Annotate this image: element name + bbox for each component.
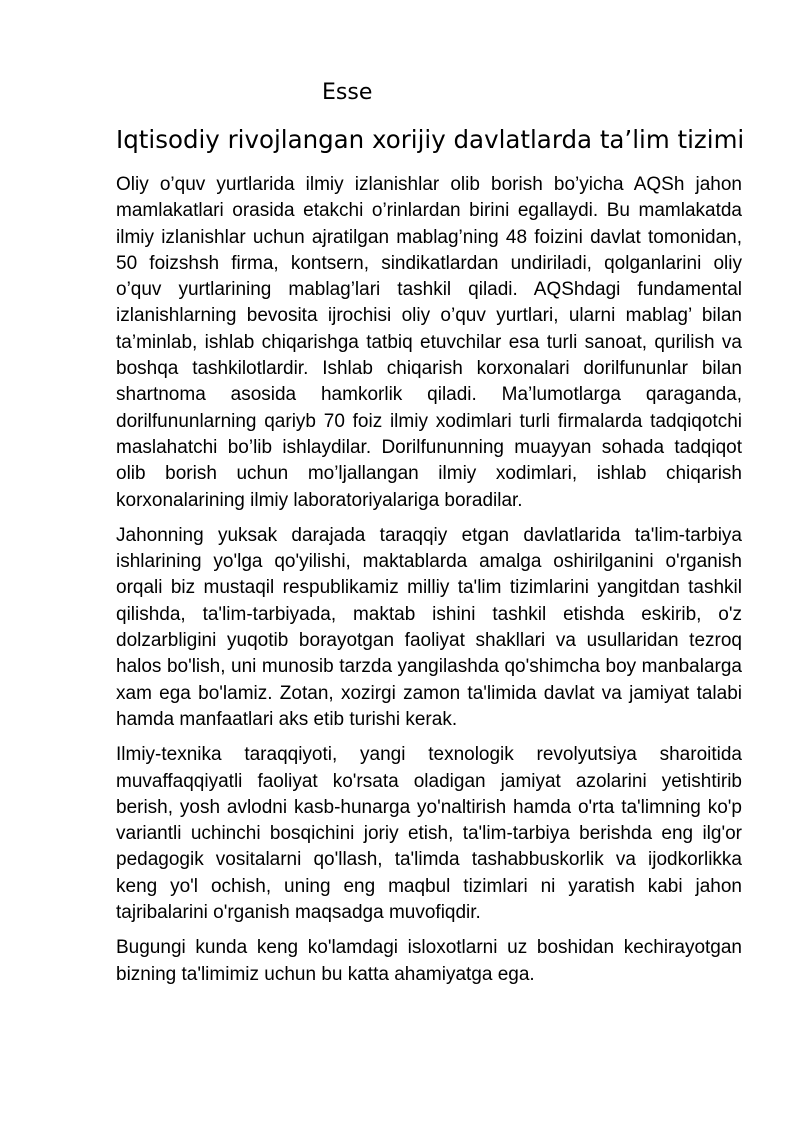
document-label: Esse	[322, 80, 373, 105]
document-body	[116, 172, 742, 997]
paragraph: Ilmiy-texnika taraqqiyoti, yangi texnologik revolyutsiya sharoitida muvaffaqqiyatli faoliyat ko'rsata oladigan jamiyat azolarini yetishtirib berish, yosh avlodni kasb-hunarga yo'naltirish hamda o'rta ta'limning ko'p variantli uchinchi bosqichini joriy etish, ta'lim-tarbiya berishda eng ilg'or pedagogik vositalarni qo'llash, ta'limda tashabbuskorlik va ijodkorlikka keng yo'l ochish, uning eng maqbul tizimlari ni yaratish kabi jahon tajribalarini o'rganish maqsadga muvofiqdir.	[116, 744, 742, 924]
paragraph: Bugungi kunda keng ko'lamdagi isloxotlarni uz boshidan kechirayotgan bizning ta'limimiz uchun bu katta ahamiyatga ega.	[116, 937, 742, 985]
document-title: Iqtisodiy rivojlangan xorijiy davlatlarda ta’lim tizimi	[116, 125, 745, 154]
paragraph: Jahonning yuksak darajada taraqqiy etgan davlatlarida ta'lim-tarbiya ishlarining yo'lga qo'yilishi, maktablarda amalga oshirilganini o'rganish orqali biz mustaqil respublikamiz milliy ta'lim tizimlarini yangitdan tashkil qilishda, ta'lim-tarbiyada, maktab ishini tashkil etishda eskirib, o'z dolzarbligini yuqotib borayotgan faoliyat shakllari va usullaridan tezroq halos bo'lish, uni munosib tarzda yangilashda qo'shimcha boy manbalarga xam ega bo'lamiz. Zotan, xozirgi zamon ta'limida davlat va jamiyat talabi hamda manfaatlari aks etib turishi kerak.	[116, 524, 742, 730]
paragraph: Oliy o’quv yurtlarida ilmiy izlanishlar olib borish bo’yicha AQSh jahon mamlakatlari orasida etakchi o’rinlardan birini egallaydi. Bu mamlakatda ilmiy izlanishlar uchun ajratilgan mablag’ning 48 foizini davlat tomonidan, 50 foizshsh firma, kontsern, sindikatlardan undiriladi, qolganlarini oliy o’quv yurtlarining mablag’lari tashkil qiladi. AQShdagi fundamental izlanishlarning bevosita ijrochisi oliy o’quv yurtlari, ularni mablag’ bilan ta’minlab, ishlab chiqarishga tatbiq etuvchilar esa turli sanoat, qurilish va boshqa tashkilotlardir. Ishlab chiqarish korxonalari dorilfununlar bilan shartnoma asosida hamkorlik qiladi. Ma’lumotlarga qaraganda, dorilfununlarning qariyb 70 foiz ilmiy xodimlari turli firmalarda tadqiqotchi maslahatchi bo’lib ishlaydilar. Dorilfununning muayyan sohada tadqiqot olib borish uchun mo’ljallangan ilmiy xodimlari, ishlab chiqarish korxonalarining ilmiy laboratoriyalariga boradilar.	[116, 174, 742, 511]
